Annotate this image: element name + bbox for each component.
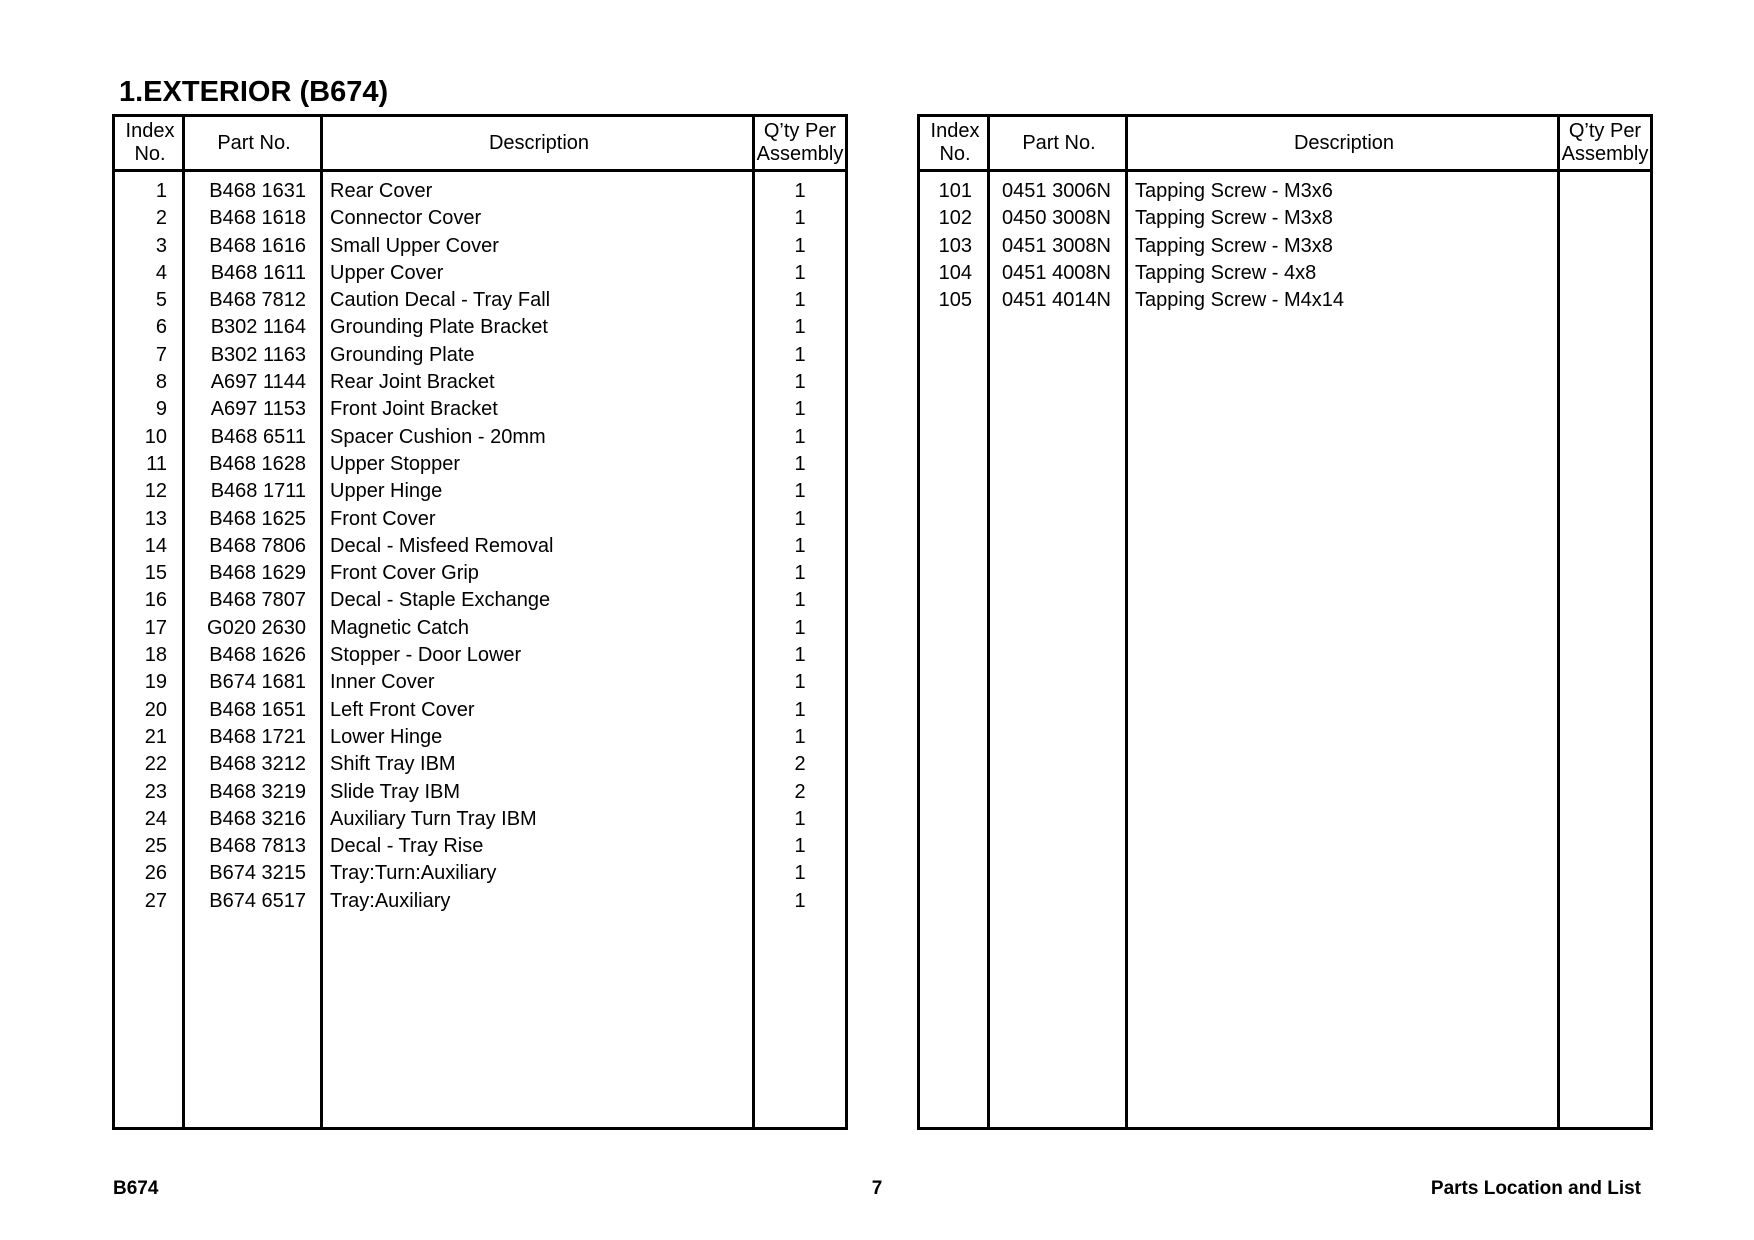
- cell-index: 104: [938, 261, 972, 284]
- cell-index: 101: [938, 180, 972, 202]
- cell-description: Inner Cover: [330, 671, 435, 694]
- cell-description: Tapping Screw - M3x6: [1135, 180, 1333, 202]
- cell-index: 27: [144, 889, 167, 912]
- footer-model: B674: [113, 1178, 159, 1199]
- cell-description: Stopper - Door Lower: [330, 644, 522, 667]
- cell-index: 7: [155, 343, 167, 366]
- table-row: [115, 533, 845, 560]
- table-row: [920, 205, 1650, 232]
- table-row: [920, 260, 1650, 287]
- cell-description: Left Front Cover: [330, 698, 475, 721]
- cell-description: Connector Cover: [330, 207, 482, 230]
- cell-description: Tray:Auxiliary: [330, 889, 451, 912]
- cell-index: 19: [144, 671, 167, 694]
- cell-index: 12: [144, 480, 167, 503]
- cell-part-no: B468 7807: [209, 589, 306, 612]
- cell-index: 16: [144, 589, 167, 612]
- cell-description: Caution Decal - Tray Fall: [330, 289, 551, 312]
- table-row: [115, 369, 845, 396]
- table-row: [920, 178, 1650, 205]
- cell-qty: 1: [794, 371, 806, 394]
- table-row: [115, 205, 845, 232]
- cell-qty: 1: [794, 589, 806, 612]
- cell-qty: 1: [794, 889, 806, 912]
- table-row: [115, 178, 845, 205]
- header-qty-per-assembly: Q’ty Per Assembly: [756, 120, 844, 165]
- cell-description: Upper Cover: [330, 261, 444, 284]
- cell-index: 22: [144, 753, 167, 776]
- cell-description: Small Upper Cover: [330, 234, 499, 257]
- cell-index: 1: [155, 180, 167, 202]
- cell-qty: 1: [794, 562, 806, 585]
- table-row: [115, 342, 845, 369]
- cell-index: 105: [938, 289, 972, 312]
- cell-part-no: B468 1631: [209, 180, 306, 202]
- table-row: [115, 478, 845, 505]
- cell-part-no: B674 3215: [209, 862, 306, 885]
- header-qty-per-assembly: Q’ty Per Assembly: [1561, 120, 1649, 165]
- cell-index: 11: [146, 452, 167, 475]
- cell-description: Tapping Screw - 4x8: [1135, 261, 1317, 284]
- cell-index: 103: [938, 234, 972, 257]
- parts-table-right: [917, 114, 1653, 1130]
- parts-table-left: [112, 114, 848, 1130]
- cell-part-no: B302 1163: [210, 343, 306, 366]
- cell-qty: 1: [794, 261, 806, 284]
- cell-part-no: 0451 3008N: [1002, 234, 1111, 257]
- table-row: [920, 287, 1650, 314]
- table-row: [115, 314, 845, 341]
- table-row: [115, 833, 845, 860]
- cell-description: Tapping Screw - M3x8: [1135, 207, 1333, 230]
- cell-qty: 1: [794, 698, 806, 721]
- cell-index: 17: [144, 616, 167, 639]
- cell-qty: 1: [794, 835, 806, 858]
- header-divider: [115, 169, 845, 172]
- cell-description: Decal - Staple Exchange: [330, 589, 551, 612]
- cell-description: Decal - Tray Rise: [330, 835, 484, 858]
- cell-description: Tray:Turn:Auxiliary: [330, 862, 497, 885]
- header-description: Description: [1293, 131, 1395, 154]
- table-row: [115, 806, 845, 833]
- cell-qty: 1: [794, 725, 806, 748]
- header-index-no: Index No.: [125, 120, 175, 165]
- table-body-right: [920, 178, 1650, 314]
- table-row: [115, 287, 845, 314]
- cell-part-no: B468 1629: [209, 562, 306, 585]
- cell-index: 4: [155, 261, 167, 284]
- cell-description: Magnetic Catch: [330, 616, 469, 639]
- cell-index: 26: [144, 862, 167, 885]
- table-row: [115, 615, 845, 642]
- cell-qty: 1: [794, 507, 806, 530]
- table-row: [115, 860, 845, 887]
- cell-part-no: A697 1153: [210, 398, 306, 421]
- header-description: Description: [488, 131, 590, 154]
- table-row: [115, 396, 845, 423]
- cell-qty: 2: [794, 753, 806, 776]
- header-divider: [920, 169, 1650, 172]
- cell-description: Grounding Plate: [330, 343, 475, 366]
- cell-part-no: B468 3216: [209, 807, 306, 830]
- table-row: [115, 642, 845, 669]
- cell-part-no: 0451 4008N: [1002, 261, 1111, 284]
- cell-part-no: B674 1681: [209, 671, 306, 694]
- cell-part-no: B468 1628: [209, 452, 306, 475]
- cell-part-no: B468 1651: [209, 698, 306, 721]
- table-body-left: [115, 178, 845, 915]
- table-row: [115, 424, 845, 451]
- cell-index: 25: [144, 835, 167, 858]
- cell-index: 5: [155, 289, 167, 312]
- header-index-no: Index No.: [930, 120, 980, 165]
- table-row: [115, 560, 845, 587]
- cell-part-no: B468 1711: [210, 480, 306, 503]
- cell-qty: 1: [794, 644, 806, 667]
- cell-index: 8: [155, 371, 167, 394]
- cell-index: 14: [144, 534, 167, 557]
- cell-index: 20: [144, 698, 167, 721]
- table-row: [115, 751, 845, 778]
- cell-index: 24: [144, 807, 167, 830]
- cell-part-no: B302 1164: [210, 316, 306, 339]
- cell-part-no: 0450 3008N: [1002, 207, 1111, 230]
- cell-qty: 1: [794, 316, 806, 339]
- cell-description: Front Joint Bracket: [330, 398, 498, 421]
- cell-index: 18: [144, 644, 167, 667]
- cell-qty: 1: [794, 807, 806, 830]
- cell-index: 9: [155, 398, 167, 421]
- cell-qty: 1: [794, 180, 806, 202]
- table-row: [115, 724, 845, 751]
- cell-index: 6: [155, 316, 167, 339]
- cell-description: Upper Stopper: [330, 452, 461, 475]
- cell-index: 15: [144, 562, 167, 585]
- footer-section: Parts Location and List: [1430, 1178, 1641, 1199]
- cell-part-no: B468 1721: [209, 725, 306, 748]
- cell-qty: 1: [794, 480, 806, 503]
- cell-description: Rear Cover: [330, 180, 433, 202]
- cell-part-no: B468 7806: [209, 534, 306, 557]
- cell-description: Front Cover Grip: [330, 562, 479, 585]
- cell-qty: 1: [794, 452, 806, 475]
- cell-qty: 1: [794, 207, 806, 230]
- cell-description: Slide Tray IBM: [330, 780, 461, 803]
- cell-description: Front Cover: [330, 507, 436, 530]
- table-row: [920, 233, 1650, 260]
- cell-description: Lower Hinge: [330, 725, 443, 748]
- cell-description: Grounding Plate Bracket: [330, 316, 548, 339]
- table-row: [115, 888, 845, 915]
- cell-part-no: B468 1616: [209, 234, 306, 257]
- table-row: [115, 779, 845, 806]
- cell-index: 3: [155, 234, 167, 257]
- cell-qty: 1: [794, 398, 806, 421]
- cell-index: 21: [144, 725, 167, 748]
- footer-page-number: 7: [871, 1178, 883, 1199]
- cell-part-no: G020 2630: [207, 616, 306, 639]
- cell-description: Auxiliary Turn Tray IBM: [330, 807, 537, 830]
- cell-qty: 1: [794, 671, 806, 694]
- cell-qty: 1: [794, 234, 806, 257]
- table-row: [115, 587, 845, 614]
- cell-qty: 1: [794, 534, 806, 557]
- cell-qty: 1: [794, 289, 806, 312]
- cell-description: Spacer Cushion - 20mm: [330, 425, 546, 448]
- cell-index: 2: [155, 207, 167, 230]
- header-part-no: Part No.: [1022, 131, 1096, 154]
- cell-qty: 2: [794, 780, 806, 803]
- table-row: [115, 697, 845, 724]
- cell-description: Tapping Screw - M3x8: [1135, 234, 1333, 257]
- header-part-no: Part No.: [217, 131, 291, 154]
- cell-part-no: 0451 4014N: [1002, 289, 1111, 312]
- cell-index: 23: [144, 780, 167, 803]
- cell-part-no: B468 1626: [209, 644, 306, 667]
- cell-description: Upper Hinge: [330, 480, 443, 503]
- cell-index: 102: [938, 207, 972, 230]
- cell-qty: 1: [794, 343, 806, 366]
- cell-part-no: B468 1625: [209, 507, 306, 530]
- cell-part-no: B468 6511: [210, 425, 306, 448]
- cell-part-no: B468 3212: [209, 753, 306, 776]
- cell-qty: 1: [794, 616, 806, 639]
- cell-description: Decal - Misfeed Removal: [330, 534, 554, 557]
- cell-index: 13: [144, 507, 167, 530]
- cell-part-no: B468 7813: [209, 835, 306, 858]
- table-row: [115, 233, 845, 260]
- cell-part-no: B674 6517: [209, 889, 306, 912]
- cell-part-no: A697 1144: [210, 371, 306, 394]
- table-row: [115, 506, 845, 533]
- cell-part-no: B468 3219: [209, 780, 306, 803]
- cell-description: Rear Joint Bracket: [330, 371, 495, 394]
- cell-qty: 1: [794, 425, 806, 448]
- cell-description: Shift Tray IBM: [330, 753, 456, 776]
- cell-part-no: B468 1618: [209, 207, 306, 230]
- cell-part-no: 0451 3006N: [1002, 180, 1111, 202]
- table-row: [115, 451, 845, 478]
- page-title: 1.EXTERIOR (B674): [119, 76, 389, 108]
- cell-qty: 1: [794, 862, 806, 885]
- table-row: [115, 260, 845, 287]
- cell-part-no: B468 7812: [209, 289, 306, 312]
- cell-index: 10: [144, 425, 167, 448]
- cell-description: Tapping Screw - M4x14: [1135, 289, 1344, 312]
- table-row: [115, 669, 845, 696]
- cell-part-no: B468 1611: [210, 261, 306, 284]
